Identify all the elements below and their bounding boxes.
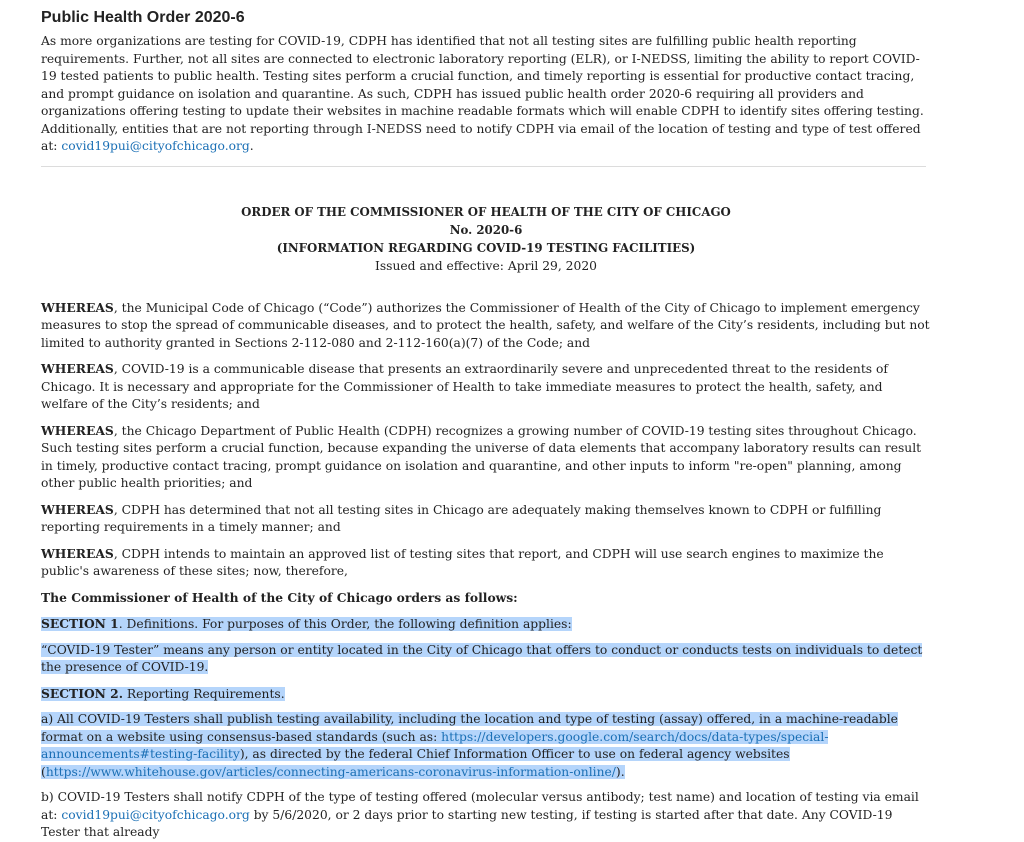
order-subject: (INFORMATION REGARDING COVID-19 TESTING FACILITIES)	[276, 240, 696, 255]
intro-paragraph	[41, 33, 931, 156]
item-a-highlight	[41, 712, 898, 779]
order-date: Issued and effective: April 29, 2020	[375, 258, 597, 273]
intro-text: As more organizations are testing for COVID-19, CDPH has identified that not all testing sites are fulfilling public health reporting requirements. Further, not all sites are connected to electronic laboratory reporting (ELR), or I-NEDSS, limiting the ability to report COVID-19 tested patients to public health. Testing sites perform a crucial function, and timely reporting is essential for productive contact tracing, and prompt guidance on isolation and quarantine. As such, CDPH has issued public health order 2020-6 requiring all providers and organizations offering testing to update their websites in machine readable formats which will enable CDPH to identify sites offering testing. Additionally, entities that are not reporting through I-NEDSS need to notify CDPH via email of the location of testing and type of test offered at:	[41, 34, 924, 153]
item-a-text-2: ), as directed by the federal Chief Information Officer to use on federal agency websites (	[41, 747, 790, 779]
whereas-text: , CDPH has determined that not all testing sites in Chicago are adequately making themselves known to CDPH or fulfilling reporting requirements in a timely manner; and	[41, 502, 882, 534]
page-content	[41, 8, 931, 842]
whereas-lead: WHEREAS	[41, 501, 114, 517]
section-1	[41, 615, 931, 634]
item-b-text-1: b) COVID-19 Testers shall notify CDPH of the type of testing offered (molecular versus antibody; test name) and location of testing via email at:	[41, 790, 919, 822]
definition-paragraph	[41, 642, 931, 677]
intro-email-link[interactable]: covid19pui@cityofchicago.org	[61, 139, 250, 153]
section-1-text: . Definitions. For purposes of this Order, the following definition applies:	[118, 617, 572, 631]
item-b-email-link[interactable]: covid19pui@cityofchicago.org	[61, 807, 250, 822]
section-2-text: Reporting Requirements.	[123, 686, 285, 701]
section-1-label: SECTION 1	[41, 616, 119, 631]
whitehouse-link[interactable]: https://www.whitehouse.gov/articles/connecting-americans-coronavirus-information-online/	[45, 764, 616, 779]
whereas-paragraph	[41, 545, 931, 581]
divider	[41, 166, 926, 167]
definition-text: “COVID-19 Tester” means any person or entity located in the City of Chicago that offers to conduct or conducts tests on individuals to detect the presence of COVID-19.	[41, 642, 923, 674]
whereas-text: , COVID-19 is a communicable disease that presents an extraordinarily severe and unprecedented threat to the residents of Chicago. It is necessary and appropriate for the Commissioner of Health to take immediate measures to protect the health, safety, and welfare of the City’s residents; and	[41, 362, 888, 411]
whereas-lead: WHEREAS	[41, 299, 114, 315]
item-b-paragraph	[41, 789, 931, 842]
item-a-text-1: a) All COVID-19 Testers shall publish testing availability, including the location and type of testing (assay) offered, in a machine-readable format on a website using consensus-based standards (such as:	[41, 712, 898, 744]
whereas-text: , CDPH intends to maintain an approved list of testing sites that report, and CDPH will use search engines to maximize the public's awareness of these sites; now, therefore,	[41, 546, 884, 578]
item-a-text-3: ).	[615, 764, 625, 779]
item-a-paragraph	[41, 711, 931, 781]
whereas-paragraph	[41, 299, 931, 353]
whereas-lead: WHEREAS	[41, 545, 114, 561]
google-docs-link[interactable]: https://developers.google.com/search/docs/data-types/special-announcements#testing-facility	[41, 729, 829, 761]
whereas-text: , the Chicago Department of Public Health (CDPH) recognizes a growing number of COVID-19 testing sites throughout Chicago. Such testing sites perform a crucial function, because expanding the universe of data elements that accompany laboratory results can result in timely, productive contact tracing, prompt guidance on isolation and quarantine, and other inputs to inform "re-open" planning, among other public health priorities; and	[41, 423, 922, 490]
item-b-text-2: by 5/6/2020, or 2 days prior to starting new testing, if testing is started after that date. Any COVID-19 Tester that already	[41, 807, 893, 839]
section-2-highlight	[41, 687, 285, 701]
orders-intro-text: The Commissioner of Health of the City of Chicago orders as follows:	[41, 589, 518, 605]
orders-intro	[41, 589, 931, 608]
whereas-paragraph	[41, 501, 931, 537]
whereas-text: , the Municipal Code of Chicago (“Code”) authorizes the Commissioner of Health of the City of Chicago to implement emergency measures to stop the spread of communicable diseases, and to protect the health, safety, and welfare of the City’s residents, including but not limited to authority granted in Sections 2-112-080 and 2-112-160(a)(7) of the Code; and	[41, 300, 930, 350]
order-heading	[41, 203, 931, 275]
order-number: No. 2020-6	[449, 222, 523, 237]
whereas-lead: WHEREAS	[41, 422, 114, 438]
section-2	[41, 685, 931, 704]
whereas-paragraph	[41, 422, 931, 493]
order-title: ORDER OF THE COMMISSIONER OF HEALTH OF THE CITY OF CHICAGO	[241, 204, 731, 219]
intro-end: .	[249, 139, 254, 153]
whereas-paragraph	[41, 360, 931, 414]
section-2-label: SECTION 2.	[41, 685, 124, 701]
section-1-highlight	[41, 617, 572, 631]
page-title: Public Health Order 2020-6	[41, 9, 245, 26]
whereas-lead: WHEREAS	[41, 361, 114, 376]
